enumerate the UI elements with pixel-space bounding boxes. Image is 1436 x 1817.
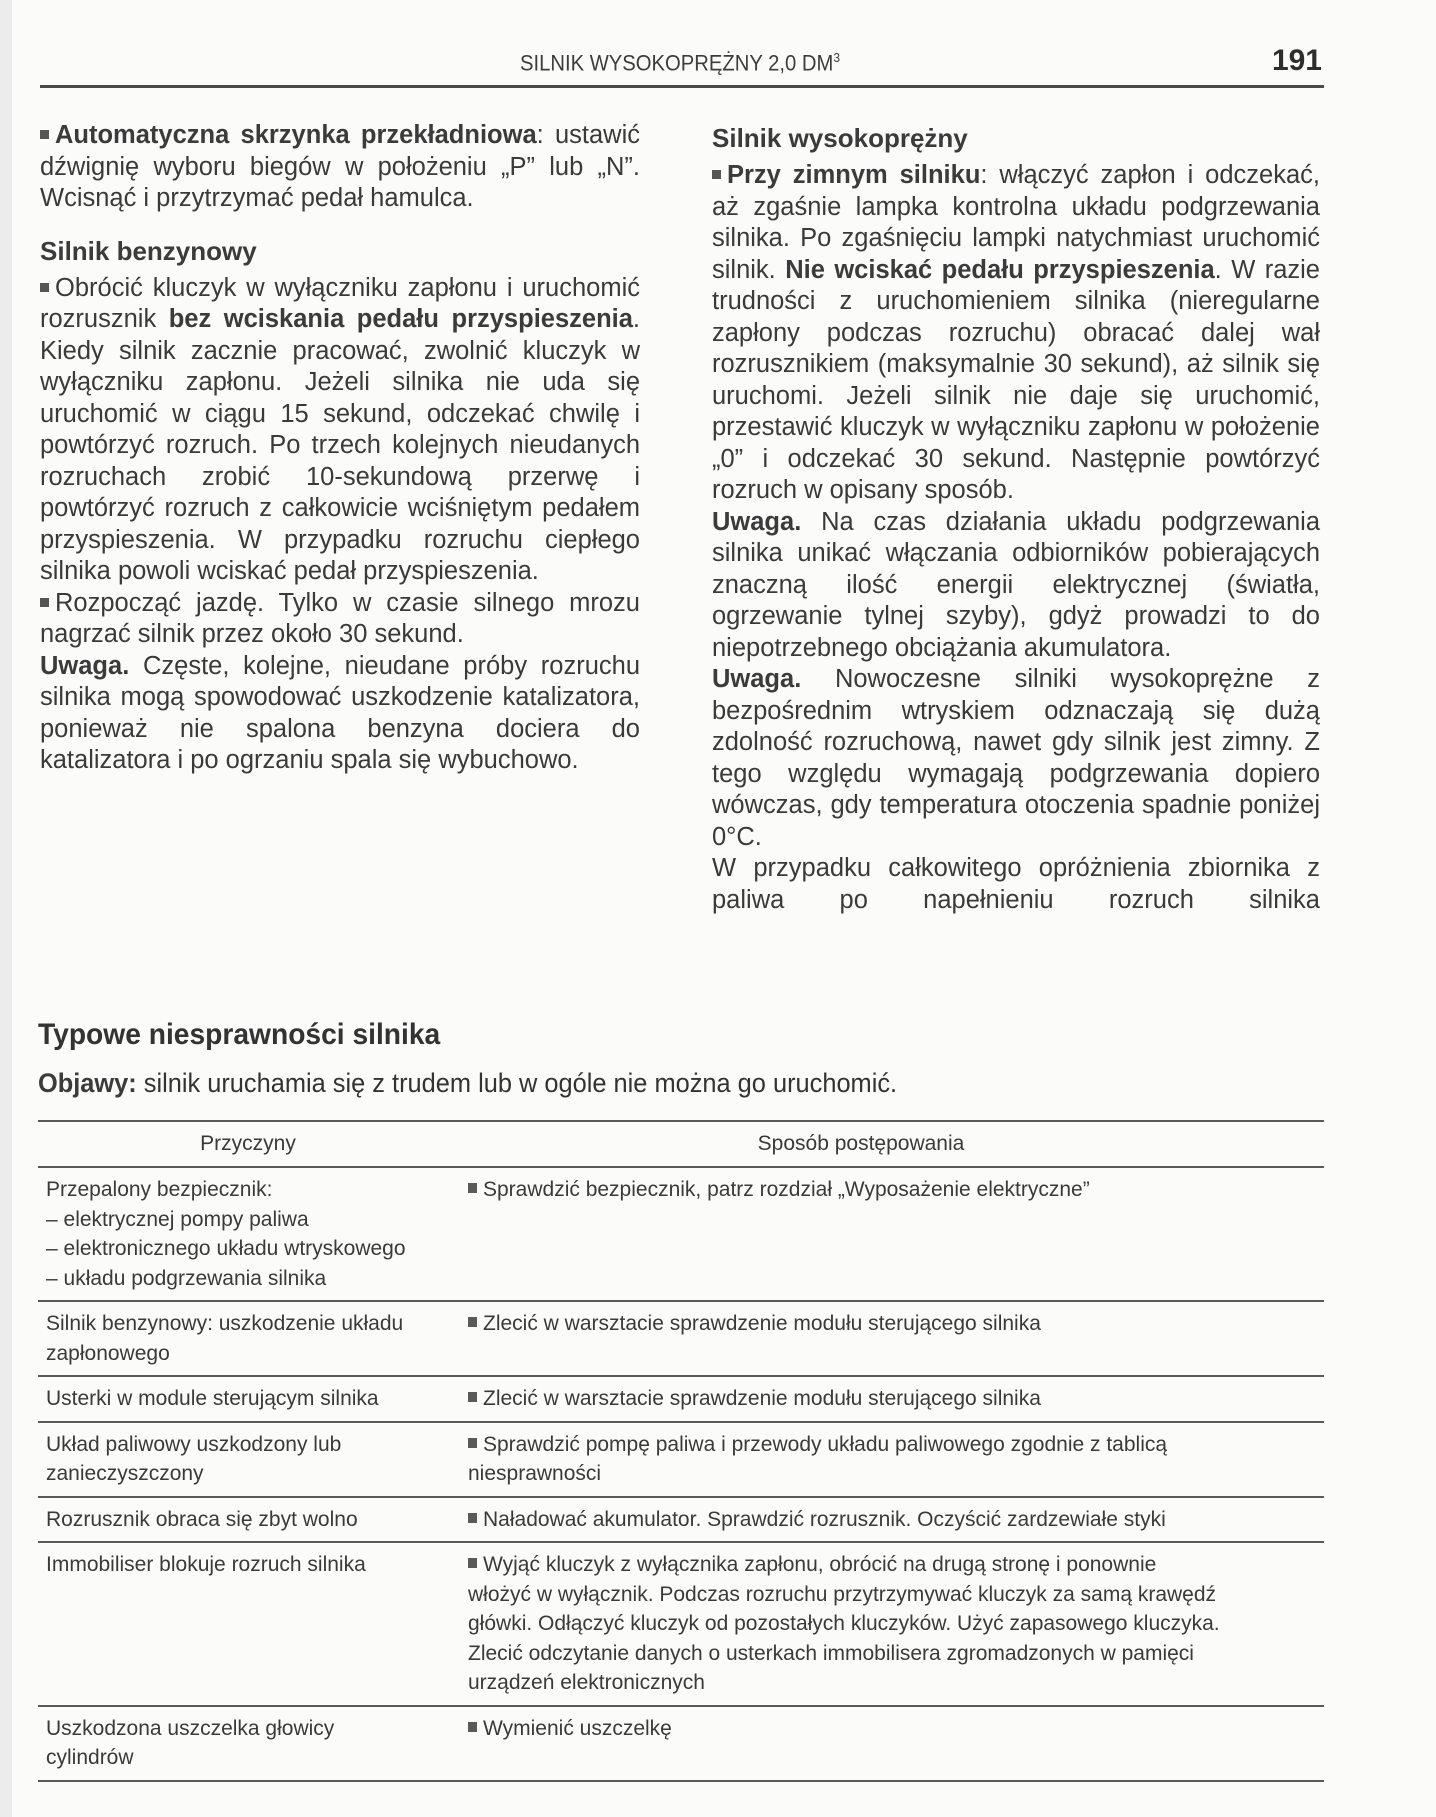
cause-cell [38, 1714, 458, 1773]
action-text: Zlecić w warsztacie sprawdzenie modułu sterującego silnika [483, 1387, 1041, 1410]
symptoms-label: Objawy: [38, 1068, 137, 1098]
cause-cell [38, 1175, 458, 1293]
table-body [38, 1168, 1324, 1782]
auto-gearbox-paragraph [40, 120, 640, 215]
action-line [468, 1459, 1304, 1489]
action-text: włożyć w wyłącznik. Podczas rozruchu przytrzymywać kluczyk za samą krawędź [468, 1582, 1217, 1606]
action-line [468, 1609, 1304, 1639]
note-text: Nowoczesne silniki wysokoprężne z bezpośrednim wtryskiem odznaczają się dużą zdolność rozruchową, nawet gdy silnik jest zimny. Z tego względu wymagają podgrzewania dopiero wówczas, gdy temperatura otoczenia spadnie poniżej 0°C. [712, 665, 1320, 851]
cause-line: Silnik benzynowy: uszkodzenie układu [46, 1312, 404, 1335]
bullet-icon [468, 1317, 477, 1327]
table-row [38, 1543, 1324, 1705]
cause-line: – elektrycznej pompy paliwa [46, 1207, 309, 1231]
cause-cell [38, 1430, 458, 1489]
symptoms-text: silnik uruchamia się z trudem lub w ogóle nie można go uruchomić. [136, 1068, 898, 1098]
action-cell [458, 1505, 1324, 1535]
action-text: Wyjąć kluczyk z wyłącznika zapłonu, obrócić na drugą stronę i ponownie [483, 1553, 1157, 1576]
cause-line: Rozrusznik obraca się zbyt wolno [46, 1507, 358, 1531]
action-line [468, 1175, 1304, 1205]
cause-cell [38, 1550, 458, 1698]
bullet-icon [40, 283, 49, 292]
action-cell [458, 1550, 1324, 1698]
table-row [38, 1707, 1324, 1780]
diesel-paragraph-1 [712, 160, 1320, 507]
action-text: Sprawdzić bezpiecznik, patrz rozdział „Wyposażenie elektryczne” [483, 1178, 1090, 1201]
diesel-paragraph-last: W przypadku całkowitego opróżnienia zbiornika z paliwa po napełnieniu rozruch silnika [712, 854, 1320, 914]
column-header-actions: Sposób postępowania [757, 1132, 965, 1156]
action-cell [458, 1309, 1324, 1368]
action-line [468, 1384, 1304, 1414]
note-text: Częste, kolejne, nieudane próby rozruchu silnika mogą spowodować uszkodzenie katalizatora, ponieważ nie spalona benzyna dociera do katalizatora i po ogrzaniu spala się wybuchowo. [40, 651, 640, 774]
superscript: 3 [833, 50, 841, 65]
bullet-icon [468, 1558, 477, 1568]
diesel-heading: Silnik wysokoprężny [712, 123, 968, 153]
note-text: Na czas działania układu podgrzewania silnika unikać włączania odbiorników pobierających znaczną ilość energii elektrycznej (światła, ogrzewanie tylnej szyby), gdyż prowadzi to do niepotrzebnego obciążania akumulatora. [712, 507, 1320, 662]
bullet-icon [40, 598, 49, 607]
table-row [38, 1302, 1324, 1375]
bullet-icon [468, 1722, 477, 1732]
paragraph-text: Rozpocząć jazdę. Tylko w czasie silnego mrozu nagrzać silnik przez około 30 sekund. [40, 588, 640, 648]
scan-margin [0, 0, 12, 1817]
cause-line: cylindrów [46, 1746, 134, 1769]
action-line [468, 1550, 1304, 1580]
action-cell [458, 1384, 1324, 1414]
table-row [38, 1168, 1324, 1300]
cause-line: Usterki w module sterującym silnika [46, 1387, 379, 1410]
action-cell [458, 1714, 1324, 1773]
page-header [38, 44, 1322, 90]
cause-cell [38, 1384, 458, 1414]
action-text: Wymienić uszczelkę [483, 1716, 672, 1740]
diesel-note-2 [712, 664, 1320, 853]
faults-table [38, 1120, 1324, 1782]
cause-line: Przepalony bezpiecznik: [46, 1178, 273, 1201]
running-title [89, 50, 1270, 76]
note-label: Uwaga. [712, 507, 802, 536]
bullet-icon [468, 1438, 477, 1448]
table-header [38, 1122, 1324, 1166]
paragraph-text: : włączyć zapłon i odczekać, aż zgaśnie lampka kontrolna układu podgrzewania silnika. Po zgaśnięciu lampki natychmiast uruchomić silnik. [712, 161, 1320, 284]
bullet-icon [468, 1513, 477, 1523]
bullet-icon [468, 1392, 477, 1402]
paragraph-text: . Kiedy silnik zacznie pracować, zwolnić kluczyk w wyłączniku zapłonu. Jeżeli silnika nie uda się uruchomić w ciągu 15 sekund, odczekać chwilę i powtórzyć rozruch. Po trzech kolejnych nieudanych rozruchach zrobić 10-sekundową przerwę i powtórzyć rozruch z całkowicie wciśniętym pedałem przyspieszenia. W przypadku rozruchu ciepłego silnika powoli wciskać pedał przyspieszenia. [40, 305, 641, 585]
bullet-icon [712, 170, 721, 179]
running-title-text: SILNIK WYSOKOPRĘŻNY 2,0 DM [519, 50, 834, 76]
bold-lead: Przy zimnym silniku [727, 161, 981, 189]
cause-line: Uszkodzona uszczelka głowicy [46, 1716, 335, 1740]
petrol-paragraph-1 [40, 273, 640, 588]
table-rule [38, 1780, 1324, 1782]
page-number: 191 [1271, 44, 1322, 77]
cause-line: zanieczyszczony [46, 1462, 204, 1485]
cause-line: Immobiliser blokuje rozruch silnika [46, 1553, 366, 1576]
bold-emphasis: Nie wciskać pedału przyspieszenia [785, 255, 1215, 284]
action-line [468, 1714, 1304, 1744]
note-label: Uwaga. [40, 651, 130, 680]
action-line [468, 1505, 1304, 1535]
action-line [468, 1430, 1304, 1460]
action-text: Zlecić odczytanie danych o usterkach immobilisera zgromadzonych w pamięci [468, 1641, 1194, 1665]
bold-emphasis: bez wciskania pedału przyspieszenia [168, 305, 633, 333]
action-text: główki. Odłączyć kluczyk od pozostałych kluczyków. Użyć zapasowego kluczyka. [468, 1612, 1220, 1635]
symptoms-line [38, 1068, 897, 1099]
action-line [468, 1580, 1304, 1610]
action-cell [458, 1175, 1324, 1293]
action-text: niesprawności [468, 1462, 602, 1485]
cause-cell [38, 1505, 458, 1535]
faults-title: Typowe niesprawności silnika [38, 1018, 441, 1051]
action-text: Naładować akumulator. Sprawdzić rozrusznik. Oczyścić zardzewiałe styki [483, 1507, 1166, 1531]
diesel-note-1 [712, 507, 1320, 665]
cause-line: – elektronicznego układu wtryskowego [46, 1237, 406, 1260]
table-row [38, 1498, 1324, 1542]
action-text: Zlecić w warsztacie sprawdzenie modułu sterującego silnika [483, 1312, 1041, 1335]
cause-line: zapłonowego [46, 1341, 170, 1365]
bullet-icon [40, 130, 49, 139]
bold-lead: Automatyczna skrzynka przekładniowa [55, 121, 537, 149]
cause-line: Układ paliwowy uszkodzony lub [46, 1432, 342, 1456]
action-text: urządzeń elektronicznych [468, 1671, 705, 1694]
petrol-note [40, 651, 640, 777]
action-line [468, 1639, 1304, 1669]
table-row [38, 1423, 1324, 1496]
paragraph-text: Obrócić kluczyk w wyłączniku zapłonu i uruchomić rozrusznik [40, 273, 640, 333]
right-column [712, 120, 1320, 916]
bullet-icon [468, 1183, 477, 1193]
note-label: Uwaga. [712, 665, 802, 693]
action-line [468, 1309, 1304, 1339]
paragraph-text: : ustawić dźwignię wyboru biegów w położeniu „P” lub „N”. Wcisnąć i przytrzymać pedał hamulca. [40, 121, 640, 212]
cause-cell [38, 1309, 458, 1368]
cause-line: – układu podgrzewania silnika [46, 1266, 327, 1290]
action-line [468, 1668, 1304, 1698]
petrol-paragraph-2 [40, 588, 640, 651]
paragraph-text: . W razie trudności z uruchomieniem silnika (nieregularne zapłony podczas rozruchu) obracać dalej wał rozrusznikiem (maksymalnie 30 sekund), aż silnik się uruchomi. Jeżeli silnik nie daje się uruchomić, przestawić kluczyk w wyłączniku zapłonu w położenie „0” i odczekać 30 sekund. Następnie powtórzyć rozruch w opisany sposób. [712, 255, 1320, 504]
action-text: Sprawdzić pompę paliwa i przewody układu paliwowego zgodnie z tablicą [483, 1432, 1168, 1456]
table-row [38, 1377, 1324, 1421]
column-header-causes: Przyczyny [200, 1132, 296, 1156]
action-cell [458, 1430, 1324, 1489]
petrol-heading: Silnik benzynowy [40, 235, 257, 266]
left-column [40, 120, 640, 777]
header-rule [40, 85, 1324, 88]
